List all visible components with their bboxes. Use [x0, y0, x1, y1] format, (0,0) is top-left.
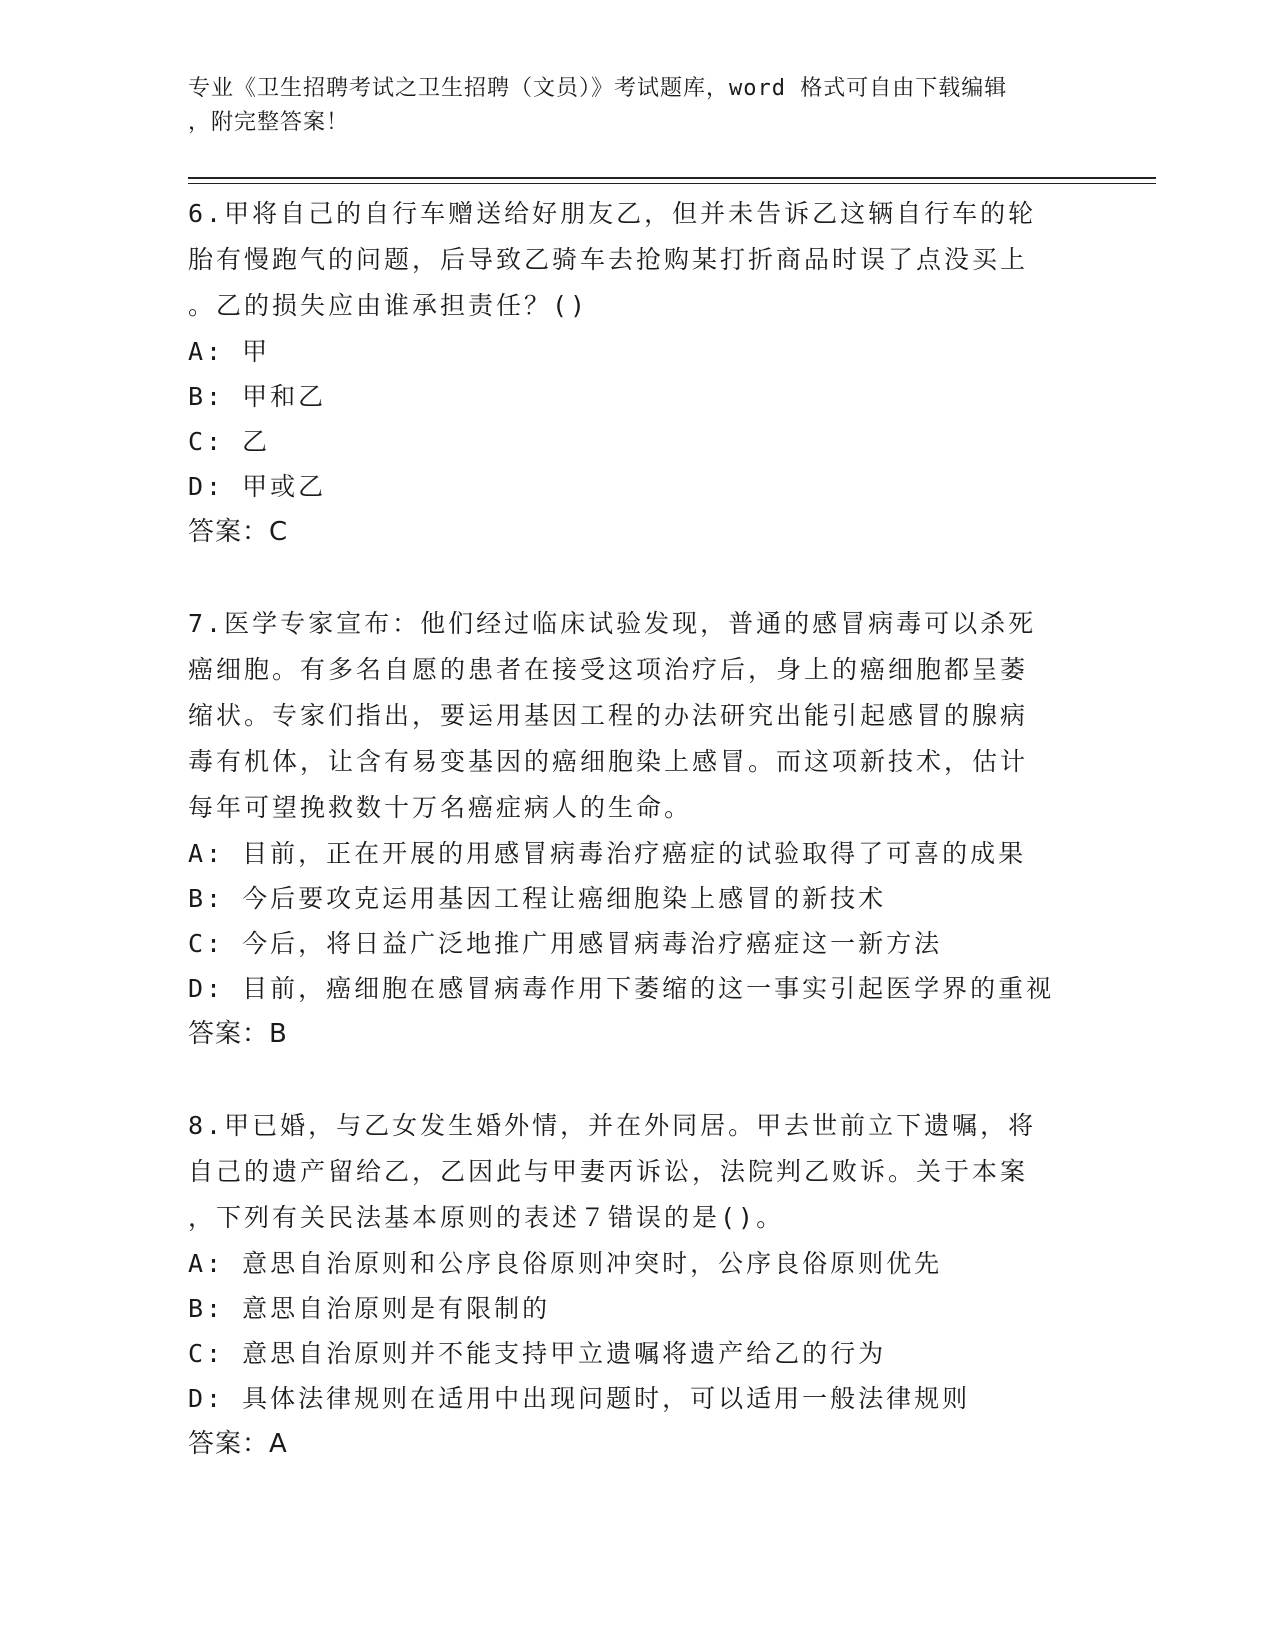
- option-b: B: 今后要攻克运用基因工程让癌细胞染上感冒的新技术: [188, 884, 887, 913]
- document-header: [188, 72, 1068, 140]
- answer-label: 答案：C: [188, 517, 289, 547]
- option-c: C: 今后，将日益广泛地推广用感冒病毒治疗癌症这一新方法: [188, 929, 943, 958]
- stem-line: 6.甲将自己的自行车赠送给好朋友乙，但并未告诉乙这辆自行车的轮: [188, 199, 1037, 228]
- option-d: D: 具体法律规则在适用中出现问题时，可以适用一般法律规则: [188, 1384, 971, 1413]
- stem-line: 毒有机体，让含有易变基因的癌细胞染上感冒。而这项新技术，估计: [188, 747, 1029, 776]
- header-line-1: 专业《卫生招聘考试之卫生招聘（文员）》考试题库，word 格式可自由下载编辑: [188, 76, 1008, 101]
- option-a: A: 甲: [188, 337, 271, 366]
- question-6: [188, 191, 1088, 555]
- option-a: A: 目前，正在开展的用感冒病毒治疗癌症的试验取得了可喜的成果: [188, 839, 1027, 868]
- question-stem: [188, 1103, 1068, 1241]
- stem-line: 缩状。专家们指出，要运用基因工程的办法研究出能引起感冒的腺病: [188, 701, 1029, 730]
- stem-line: 。乙的损失应由谁承担责任？(): [188, 291, 589, 320]
- question-stem: [188, 191, 1068, 329]
- question-stem: [188, 601, 1068, 831]
- option-b: B: 意思自治原则是有限制的: [188, 1294, 551, 1323]
- option-d: D: 甲或乙: [188, 472, 327, 501]
- answer-label: 答案：A: [188, 1429, 288, 1459]
- stem-line: ，下列有关民法基本原则的表述７错误的是()。: [188, 1203, 785, 1232]
- option-c: C: 意思自治原则并不能支持甲立遗嘱将遗产给乙的行为: [188, 1339, 887, 1368]
- option-c: C: 乙: [188, 427, 271, 456]
- question-8: [188, 1103, 1088, 1467]
- answer-label: 答案：B: [188, 1019, 288, 1049]
- option-d: D: 目前，癌细胞在感冒病毒作用下萎缩的这一事实引起医学界的重视: [188, 974, 1055, 1003]
- header-line-2: ，附完整答案！: [188, 110, 350, 135]
- option-a: A: 意思自治原则和公序良俗原则冲突时，公序良俗原则优先: [188, 1249, 943, 1278]
- stem-line: 8.甲已婚，与乙女发生婚外情，并在外同居。甲去世前立下遗嘱，将: [188, 1111, 1037, 1140]
- question-7: [188, 601, 1088, 1057]
- stem-line: 胎有慢跑气的问题，后导致乙骑车去抢购某打折商品时误了点没买上: [188, 245, 1029, 274]
- header-divider-thin: [188, 183, 1156, 184]
- stem-line: 7.医学专家宣布：他们经过临床试验发现，普通的感冒病毒可以杀死: [188, 609, 1037, 638]
- header-divider-thick: [188, 177, 1156, 179]
- stem-line: 每年可望挽救数十万名癌症病人的生命。: [188, 793, 693, 822]
- stem-line: 癌细胞。有多名自愿的患者在接受这项治疗后，身上的癌细胞都呈萎: [188, 655, 1029, 684]
- option-b: B: 甲和乙: [188, 382, 327, 411]
- question-list: [188, 191, 1088, 1513]
- stem-line: 自己的遗产留给乙，乙因此与甲妻丙诉讼，法院判乙败诉。关于本案: [188, 1157, 1029, 1186]
